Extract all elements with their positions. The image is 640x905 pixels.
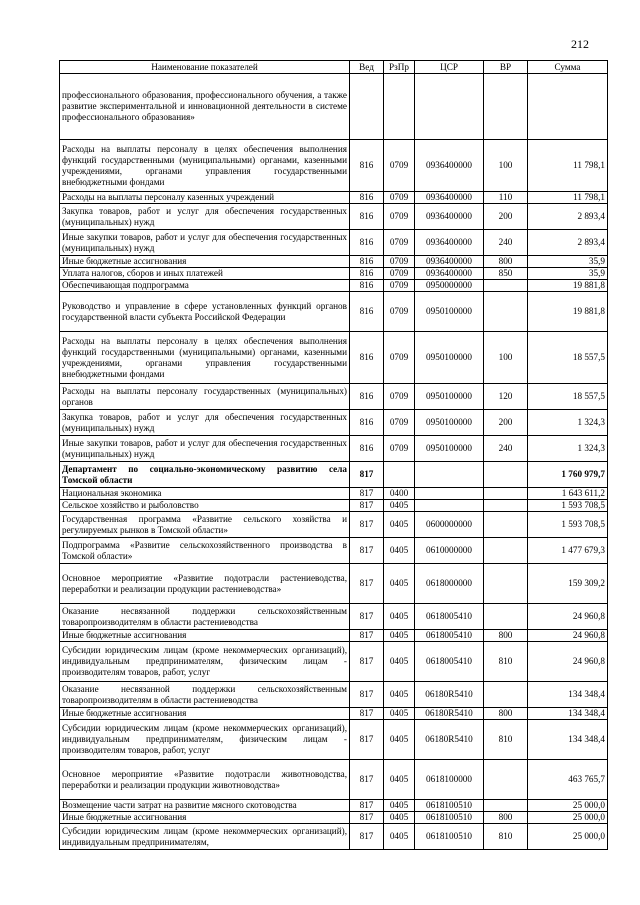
cell-ved: 817 [350,488,384,500]
cell-name: Иные закупки товаров, работ и услуг для обеспечения государственных (муниципальных) нужд [60,230,350,256]
cell-name: Возмещение части затрат на развитие мясного скотоводства [60,800,350,812]
cell-ved: 816 [350,204,384,230]
cell-ved: 817 [350,760,384,800]
cell-sum: 1 593 708,5 [528,512,608,538]
table-row [60,292,608,332]
cell-rzpr: 0400 [384,488,415,500]
cell-name: Закупка товаров, работ и услуг для обеспечения государственных (муниципальных) нужд [60,410,350,436]
cell-vr [484,564,528,604]
cell-name: Основное мероприятие «Развитие подотрасли животноводства, переработки и реализации продукции животноводства» [60,760,350,800]
cell-sum: 18 557,5 [528,332,608,384]
cell-vr [484,500,528,512]
cell-rzpr: 0709 [384,192,415,204]
cell-vr: 800 [484,708,528,720]
cell-csr: 0950100000 [415,384,484,410]
cell-rzpr: 0709 [384,280,415,292]
cell-rzpr: 0405 [384,630,415,642]
table-row [60,256,608,268]
cell-rzpr: 0405 [384,538,415,564]
cell-vr [484,74,528,140]
cell-sum: 24 960,8 [528,642,608,682]
cell-rzpr: 0709 [384,268,415,280]
cell-ved: 816 [350,230,384,256]
cell-ved: 817 [350,708,384,720]
cell-vr: 200 [484,204,528,230]
cell-rzpr: 0405 [384,720,415,760]
table-row [60,268,608,280]
cell-csr: 0950100000 [415,292,484,332]
cell-ved: 817 [350,604,384,630]
cell-vr [484,462,528,488]
cell-ved: 817 [350,824,384,850]
cell-rzpr: 0405 [384,512,415,538]
cell-sum: 11 798,1 [528,192,608,204]
cell-ved: 816 [350,256,384,268]
cell-name: Иные бюджетные ассигнования [60,256,350,268]
table-row [60,708,608,720]
table-row [60,512,608,538]
cell-rzpr: 0709 [384,204,415,230]
cell-vr: 120 [484,384,528,410]
cell-name: Расходы на выплаты персоналу в целях обеспечения выполнения функций государственными (муниципальными) органами, казенными учреждениями, органами управления государственными внебюджетными фондами [60,140,350,192]
cell-csr: 0618000000 [415,564,484,604]
cell-rzpr: 0405 [384,500,415,512]
cell-sum: 134 348,4 [528,682,608,708]
cell-ved: 817 [350,800,384,812]
cell-rzpr: 0405 [384,564,415,604]
cell-vr: 810 [484,720,528,760]
cell-sum: 1 324,3 [528,410,608,436]
cell-ved: 816 [350,140,384,192]
cell-vr: 240 [484,436,528,462]
cell-name: Иные бюджетные ассигнования [60,708,350,720]
cell-vr: 800 [484,630,528,642]
cell-vr [484,682,528,708]
cell-ved: 817 [350,512,384,538]
table-row [60,192,608,204]
cell-vr: 240 [484,230,528,256]
table-row [60,720,608,760]
cell-sum: 35,9 [528,268,608,280]
cell-vr: 100 [484,332,528,384]
cell-ved: 817 [350,630,384,642]
cell-ved: 817 [350,538,384,564]
cell-sum: 25 000,0 [528,800,608,812]
cell-vr: 800 [484,812,528,824]
cell-rzpr: 0405 [384,604,415,630]
table-row [60,280,608,292]
cell-csr: 0950100000 [415,436,484,462]
cell-sum: 159 309,2 [528,564,608,604]
cell-sum: 25 000,0 [528,812,608,824]
table-row [60,500,608,512]
cell-csr: 0936400000 [415,256,484,268]
table-row [60,604,608,630]
cell-name: Субсидии юридическим лицам (кроме некоммерческих организаций), индивидуальным предпринимателям, физическим лицам - производителям товаров, работ, услуг [60,720,350,760]
cell-ved: 816 [350,384,384,410]
cell-rzpr: 0709 [384,384,415,410]
cell-sum: 25 000,0 [528,824,608,850]
table-row [60,230,608,256]
cell-sum: 19 881,8 [528,280,608,292]
cell-sum: 19 881,8 [528,292,608,332]
cell-sum: 24 960,8 [528,604,608,630]
table-row [60,332,608,384]
budget-table [59,60,608,850]
cell-rzpr: 0405 [384,708,415,720]
column-header-vr: ВР [484,61,528,74]
cell-name: Субсидии юридическим лицам (кроме некоммерческих организаций), индивидуальным предпринимателям, физическим лицам - производителям товаров, работ, услуг [60,642,350,682]
cell-name: Департамент по социально-экономическому развитию села Томской области [60,462,350,488]
cell-name: Уплата налогов, сборов и иных платежей [60,268,350,280]
cell-ved: 816 [350,332,384,384]
cell-sum: 1 593 708,5 [528,500,608,512]
cell-ved: 816 [350,410,384,436]
cell-csr: 0936400000 [415,230,484,256]
cell-csr: 0950000000 [415,280,484,292]
column-header-rzpr: РзПр [384,61,415,74]
cell-csr [415,462,484,488]
table-row [60,462,608,488]
cell-name: Обеспечивающая подпрограмма [60,280,350,292]
cell-name: Руководство и управление в сфере установленных функций органов государственной власти субъекта Российской Федерации [60,292,350,332]
cell-name: Сельское хозяйство и рыболовство [60,500,350,512]
table-row [60,538,608,564]
cell-name: Закупка товаров, работ и услуг для обеспечения государственных (муниципальных) нужд [60,204,350,230]
cell-vr [484,800,528,812]
cell-ved: 816 [350,292,384,332]
cell-sum: 11 798,1 [528,140,608,192]
cell-sum: 1 324,3 [528,436,608,462]
cell-name: Национальная экономика [60,488,350,500]
cell-ved [350,74,384,140]
cell-csr: 0610000000 [415,538,484,564]
cell-rzpr: 0405 [384,812,415,824]
cell-vr: 110 [484,192,528,204]
column-header-csr: ЦСР [415,61,484,74]
cell-vr: 100 [484,140,528,192]
cell-sum: 2 893,4 [528,230,608,256]
cell-name: Оказание несвязанной поддержки сельскохозяйственным товаропроизводителям в области растениеводства [60,604,350,630]
table-row [60,564,608,604]
cell-name: Подпрограмма «Развитие сельскохозяйственного производства в Томской области» [60,538,350,564]
cell-vr [484,292,528,332]
cell-name: Расходы на выплаты персоналу казенных учреждений [60,192,350,204]
cell-sum: 2 893,4 [528,204,608,230]
cell-name: Иные бюджетные ассигнования [60,630,350,642]
cell-vr [484,488,528,500]
cell-ved: 816 [350,268,384,280]
cell-name: Расходы на выплаты персоналу государственных (муниципальных) органов [60,384,350,410]
cell-rzpr [384,462,415,488]
cell-csr: 0936400000 [415,192,484,204]
cell-csr: 0618100510 [415,824,484,850]
cell-rzpr: 0709 [384,292,415,332]
cell-rzpr: 0405 [384,760,415,800]
table-row [60,824,608,850]
cell-ved: 817 [350,564,384,604]
column-header-ved: Вед [350,61,384,74]
table-row [60,140,608,192]
cell-rzpr: 0709 [384,230,415,256]
table-row [60,204,608,230]
cell-csr [415,488,484,500]
cell-csr: 06180R5410 [415,708,484,720]
cell-vr [484,760,528,800]
cell-name: Иные бюджетные ассигнования [60,812,350,824]
cell-name: Оказание несвязанной поддержки сельскохозяйственным товаропроизводителям в области растениеводства [60,682,350,708]
cell-ved: 817 [350,682,384,708]
cell-rzpr: 0709 [384,436,415,462]
cell-rzpr: 0405 [384,682,415,708]
table-header-row [60,61,608,74]
cell-sum: 35,9 [528,256,608,268]
cell-csr [415,500,484,512]
cell-ved: 817 [350,720,384,760]
cell-sum: 1 760 979,7 [528,462,608,488]
cell-csr: 0600000000 [415,512,484,538]
cell-csr: 0618100510 [415,800,484,812]
cell-ved: 817 [350,812,384,824]
cell-sum: 24 960,8 [528,630,608,642]
cell-ved: 816 [350,192,384,204]
cell-vr: 200 [484,410,528,436]
cell-sum: 463 765,7 [528,760,608,800]
cell-csr: 0950100000 [415,332,484,384]
cell-sum: 1 643 611,2 [528,488,608,500]
cell-sum: 1 477 679,3 [528,538,608,564]
cell-name: Основное мероприятие «Развитие подотрасли растениеводства, переработки и реализации продукции растениеводства» [60,564,350,604]
cell-rzpr: 0405 [384,642,415,682]
cell-name: Иные закупки товаров, работ и услуг для обеспечения государственных (муниципальных) нужд [60,436,350,462]
cell-ved: 817 [350,462,384,488]
table-row [60,488,608,500]
cell-rzpr [384,74,415,140]
cell-vr: 810 [484,642,528,682]
page-number: 212 [571,37,589,51]
column-header-name: Наименование показателей [60,61,350,74]
cell-rzpr: 0709 [384,410,415,436]
cell-csr: 06180R5410 [415,720,484,760]
cell-csr: 0618005410 [415,604,484,630]
table-row [60,384,608,410]
cell-sum [528,74,608,140]
cell-sum: 134 348,4 [528,720,608,760]
cell-csr: 0950100000 [415,410,484,436]
cell-vr: 850 [484,268,528,280]
cell-rzpr: 0405 [384,824,415,850]
cell-vr [484,512,528,538]
table-row [60,642,608,682]
cell-csr: 0618100510 [415,812,484,824]
table-row [60,630,608,642]
cell-ved: 816 [350,436,384,462]
table-row [60,682,608,708]
cell-ved: 817 [350,642,384,682]
cell-csr [415,74,484,140]
cell-rzpr: 0405 [384,800,415,812]
table-row [60,74,608,140]
cell-name: профессионального образования, профессионального обучения, а также развитие экспериментальной и инновационной деятельности в системе профессионального образования» [60,74,350,140]
cell-rzpr: 0709 [384,332,415,384]
cell-name: Государственная программа «Развитие сельского хозяйства и регулируемых рынков в Томской области» [60,512,350,538]
cell-vr [484,280,528,292]
table-row [60,812,608,824]
cell-csr: 0618100000 [415,760,484,800]
cell-ved: 816 [350,280,384,292]
cell-sum: 134 348,4 [528,708,608,720]
cell-sum: 18 557,5 [528,384,608,410]
cell-name: Расходы на выплаты персоналу в целях обеспечения выполнения функций государственными (муниципальными) органами, казенными учреждениями, органами управления государственными внебюджетными фондами [60,332,350,384]
cell-csr: 0618005410 [415,642,484,682]
table-row [60,760,608,800]
cell-vr [484,538,528,564]
cell-vr [484,604,528,630]
cell-vr: 800 [484,256,528,268]
cell-csr: 0936400000 [415,204,484,230]
cell-csr: 06180R5410 [415,682,484,708]
cell-name: Субсидии юридическим лицам (кроме некоммерческих организаций), индивидуальным предпринимателям, [60,824,350,850]
table-row [60,436,608,462]
cell-csr: 0618005410 [415,630,484,642]
cell-vr: 810 [484,824,528,850]
table-row [60,800,608,812]
column-header-sum: Сумма [528,61,608,74]
table-row [60,410,608,436]
cell-csr: 0936400000 [415,268,484,280]
cell-rzpr: 0709 [384,140,415,192]
cell-rzpr: 0709 [384,256,415,268]
cell-ved: 817 [350,500,384,512]
cell-csr: 0936400000 [415,140,484,192]
